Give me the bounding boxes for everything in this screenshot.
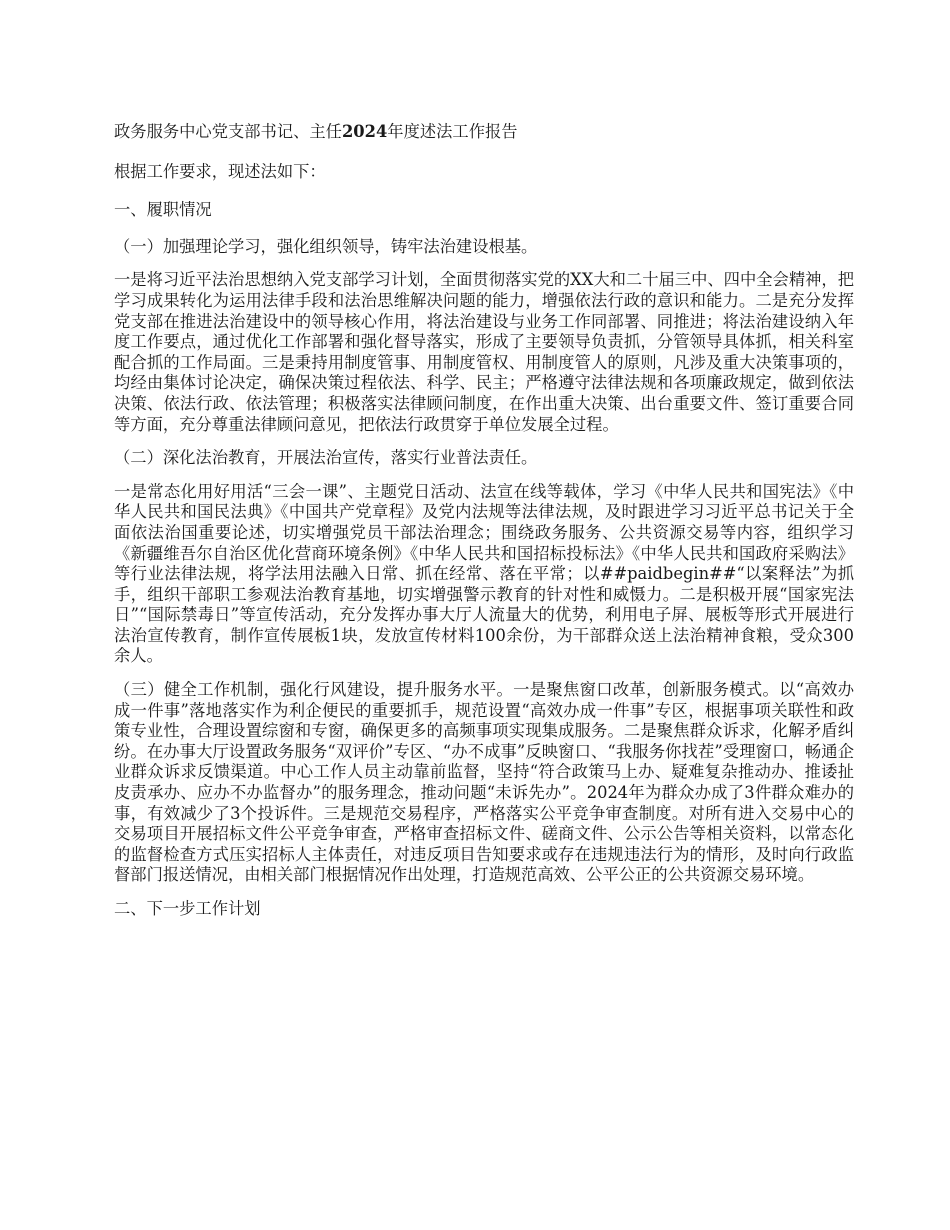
sub1-heading: （一）加强理论学习，强化组织领导，铸牢法治建设根基。: [114, 236, 538, 256]
sub2-body-paragraph: 一是常态化用好用活“三会一课”、主题党日活动、法宣在线等载体，学习《中华人民共和国宪法》《中华人民共和国民法典》《中国共产党章程》及党内法规等法律法规，及时跟进学习习近平总书记关于全面依法治国重要论述，切实增强党员干部法治理念；围绕政务服务、公共资源交易等内容，组织学习《新疆维吾尔自治区优化营商环境条例》《中华人民共和国招标投标法》《中华人民共和国政府采购法》等行业法律法规，将学法用法融入日常、抓在经常、落在平常；以##paidbegin##“以案释法”为抓手，组织干部职工参观法治教育基地，切实增强警示教育的针对性和威慑力。二是积极开展“国家宪法日”“国际禁毒日”等宣传活动，充分发挥办事大厅人流量大的优势，利用电子屏、展板等形式开展进行法治宣传教育，制作宣传展板1块，发放宣传材料100余份，为干部群众送上法治精神食粮，受众300余人。: [114, 481, 854, 666]
document-page: [114, 122, 854, 936]
section2-heading: 二、下一步工作计划: [114, 899, 261, 918]
sub3-body-paragraph: （三）健全工作机制，强化行风建设，提升服务水平。一是聚焦窗口改革，创新服务模式。以“高效办成一件事”落地落实作为利企便民的重要抓手，规范设置“高效办成一件事”专区，根据事项关联性和政策专业性，合理设置综窗和专窗，确保更多的高频事项实现集成服务。二是聚焦群众诉求，化解矛盾纠纷。在办事大厅设置政务服务“双评价”专区、“办不成事”反映窗口、“我服务你找茬”受理窗口，畅通企业群众诉求反馈渠道。中心工作人员主动靠前监督，坚持“符合政策马上办、疑难复杂推动办、推诿扯皮责承办、应办不办监督办”的服务理念，推动问题“未诉先办”。2024年为群众办成了3件群众难办的事，有效减少了3个投诉件。三是规范交易程序，严格落实公平竞争审查制度。对所有进入交易中心的交易项目开展招标文件公平竞争审查，严格审查招标文件、磋商文件、公示公告等相关资料，以常态化的监督检查方式压实招标人主体责任，对违反项目告知要求或存在违规违法行为的情形，及时向行政监督部门报送情况，由相关部门根据情况作出处理，打造规范高效、公平公正的公共资源交易环境。: [114, 680, 854, 885]
intro-paragraph: 根据工作要求，现述法如下：: [114, 161, 326, 181]
sub2-heading: （二）深化法治教育，开展法治宣传，落实行业普法责任。: [114, 448, 538, 468]
sub1-body-paragraph: 一是将习近平法治思想纳入党支部学习计划，全面贯彻落实党的XX大和二十届三中、四中全会精神，把学习成果转化为运用法律手段和法治思维解决问题的能力，增强依法行政的意识和能力。二是充分发挥党支部在推进法治建设中的领导核心作用，将法治建设与业务工作同部署、同推进；将法治建设纳入年度工作要点，通过优化工作部署和强化督导落实，形成了主要领导负责抓，分管领导具体抓，相关科室配合抓的工作局面。三是秉持用制度管事、用制度管权、用制度管人的原则，凡涉及重大决策事项的，均经由集体讨论决定，确保决策过程依法、科学、民主；严格遵守法律法规和各项廉政规定，做到依法决策、依法行政、依法管理；积极落实法律顾问制度，在作出重大决策、出台重要文件、签订重要合同等方面，充分尊重法律顾问意见，把依法行政贯穿于单位发展全过程。: [114, 270, 854, 434]
title-prefix: 政务服务中心党支部书记、主任: [114, 122, 342, 141]
section1-heading: 一、履职情况: [114, 200, 212, 220]
title-year: 2024: [341, 122, 388, 141]
document-title: [114, 122, 854, 143]
title-suffix: 年度述法工作报告: [387, 122, 518, 141]
